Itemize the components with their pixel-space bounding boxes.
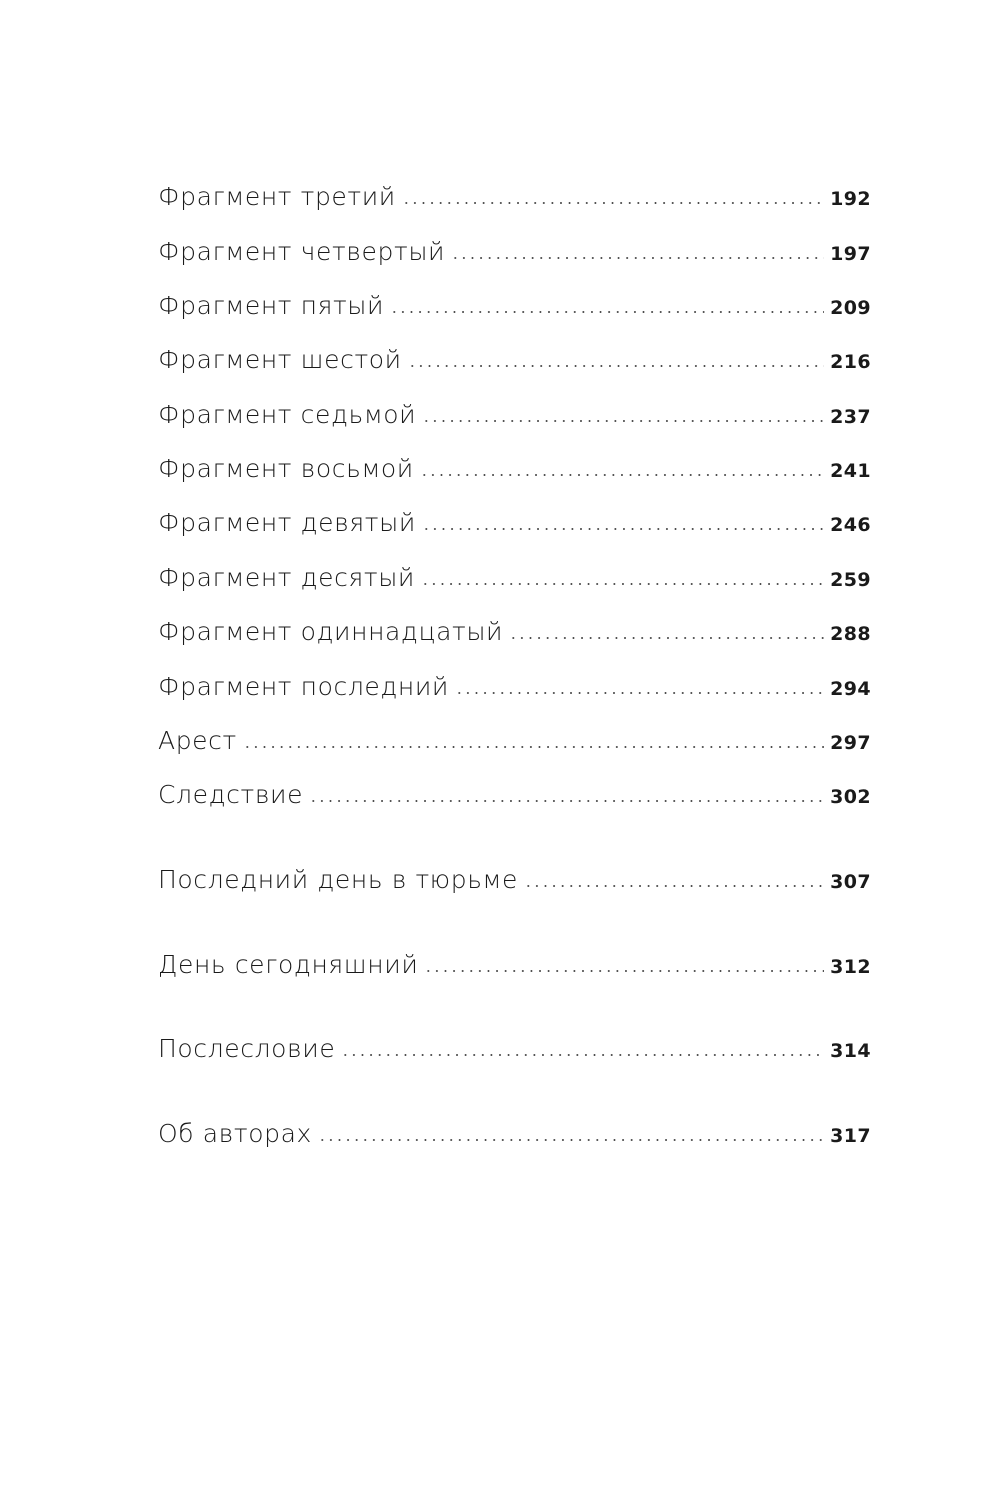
- dot-leader: [318, 1137, 824, 1143]
- dot-leader: [524, 883, 824, 889]
- toc-entry-page: 307: [830, 871, 871, 893]
- dot-leader: [422, 526, 824, 532]
- toc-entry: [158, 1031, 871, 1067]
- toc-entry: [158, 234, 871, 270]
- toc-entry-page: 294: [830, 678, 871, 700]
- toc-entry: [158, 179, 871, 215]
- dot-leader: [422, 418, 824, 424]
- dot-leader: [421, 581, 824, 587]
- toc-entry-title: Фрагмент десятый: [158, 563, 415, 592]
- toc-entry-title: Фрагмент шестой: [158, 345, 402, 374]
- toc-entry-title: Фрагмент восьмой: [158, 454, 414, 483]
- toc-entry-page: 302: [830, 786, 871, 808]
- toc-entry-page: 241: [830, 460, 871, 482]
- dot-leader: [309, 798, 824, 804]
- dot-leader: [341, 1052, 824, 1058]
- toc-entry-page: 314: [830, 1040, 871, 1062]
- toc-entry-title: Фрагмент девятый: [158, 508, 416, 537]
- toc-entry: [158, 947, 871, 983]
- toc-entry-title: Фрагмент седьмой: [158, 400, 417, 429]
- toc-entry-title: Последний день в тюрьме: [158, 865, 518, 894]
- toc-entry: [158, 505, 871, 541]
- toc-entry-title: Фрагмент третий: [158, 182, 396, 211]
- toc-entry: [158, 288, 871, 324]
- toc-entry-title: Послесловие: [158, 1034, 336, 1063]
- toc-entry-title: Об авторах: [158, 1119, 312, 1148]
- toc-entry-title: Фрагмент последний: [158, 672, 449, 701]
- toc-entry-page: 288: [830, 623, 871, 645]
- toc-entry-page: 297: [830, 732, 871, 754]
- toc-entry: [158, 560, 871, 596]
- toc-entry-title: День сегодняшний: [158, 950, 419, 979]
- toc-entry-page: 197: [830, 243, 871, 265]
- dot-leader: [420, 472, 824, 478]
- toc-entry-title: Арест: [158, 726, 237, 755]
- dot-leader: [424, 968, 824, 974]
- toc-entry-page: 317: [830, 1125, 871, 1147]
- toc-entry-title: Следствие: [158, 780, 304, 809]
- toc-entry-page: 259: [830, 569, 871, 591]
- toc-entry-title: Фрагмент одиннадцатый: [158, 617, 504, 646]
- toc-entry: [158, 397, 871, 433]
- toc-entry: [158, 723, 871, 759]
- toc-entry-page: 209: [830, 297, 871, 319]
- dot-leader: [509, 635, 824, 641]
- toc-entry-page: 237: [830, 406, 871, 428]
- toc-entry: [158, 1116, 871, 1152]
- dot-leader: [455, 690, 824, 696]
- toc-entry-page: 246: [830, 514, 871, 536]
- toc-entry: [158, 669, 871, 705]
- dot-leader: [451, 255, 824, 261]
- toc-entry: [158, 451, 871, 487]
- toc-entry: [158, 862, 871, 898]
- toc-entry: [158, 614, 871, 650]
- toc-entry-title: Фрагмент четвертый: [158, 237, 446, 266]
- dot-leader: [243, 744, 824, 750]
- dot-leader: [390, 309, 824, 315]
- dot-leader: [408, 363, 824, 369]
- toc-entry-page: 312: [830, 956, 871, 978]
- toc-entry-page: 216: [830, 351, 871, 373]
- toc-entry-page: 192: [830, 188, 871, 210]
- toc-entry: [158, 342, 871, 378]
- toc-entry: [158, 777, 871, 813]
- dot-leader: [402, 200, 824, 206]
- toc-entry-title: Фрагмент пятый: [158, 291, 385, 320]
